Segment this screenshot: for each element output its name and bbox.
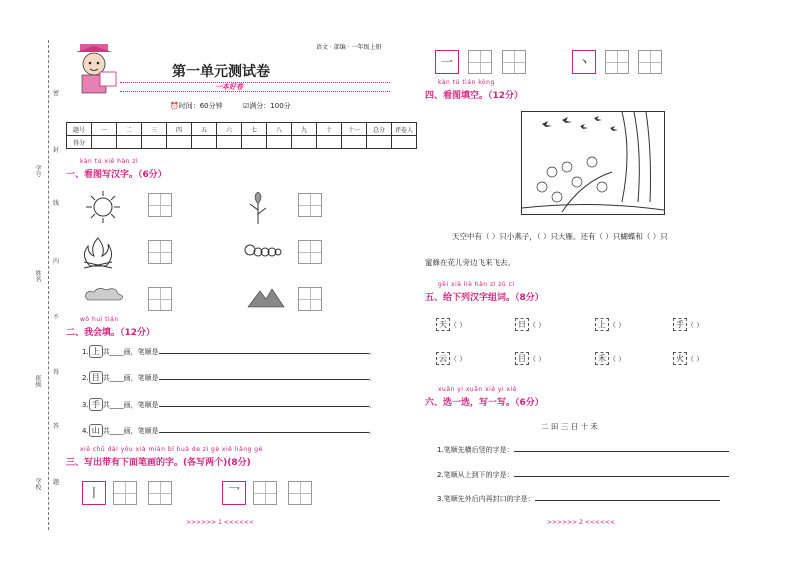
seal-char: 线 [53, 200, 60, 207]
section5-title: 五、给下列汉字组词。（8分） [425, 293, 544, 303]
writing-box[interactable] [253, 481, 277, 505]
fill-item: 3. 手 共____画，笔顺是 。 [82, 400, 376, 409]
char-box: 火 [673, 352, 687, 365]
scene-sentence-1: 天空中有（ ）只小燕子，（ ）只大雁。还有（ ）只蝴蝶和（ ）只 [452, 232, 668, 241]
cloud-image [82, 286, 126, 308]
table-cell: 十 [317, 123, 342, 136]
writing-box[interactable] [605, 50, 629, 74]
question-line: 3.笔顺先外后内再封口的字是： [437, 494, 720, 504]
writing-box[interactable] [148, 481, 172, 505]
title-band [120, 82, 390, 92]
fill-item: 4. 山 共____画，笔顺是 。 [82, 426, 376, 435]
writing-box[interactable] [148, 287, 172, 311]
char-box: 日 [515, 318, 529, 331]
time-label: ⏰时间：60分钟 [170, 102, 223, 110]
page-number-left: >>>>>> 1 <<<<<< [186, 519, 254, 526]
writing-box[interactable] [288, 481, 312, 505]
table-cell: 五 [192, 123, 217, 136]
table-cell: 一 [92, 123, 117, 136]
table-cell: 得分 [67, 136, 92, 149]
answer-line[interactable] [514, 476, 729, 477]
score-cell[interactable] [92, 136, 117, 149]
section6-title: 六、选一选，写一写。（6分） [425, 398, 544, 408]
table-cell: 十一 [342, 123, 367, 136]
section1-title: 一、看图写汉字。（6分） [66, 170, 167, 180]
section3-pinyin: xiě chū dài yǒu xià miàn bǐ huà de zì gè xiě liǎng gè [80, 446, 263, 453]
school-label: 学校 [34, 478, 41, 490]
stroke-box: 丶 [572, 50, 596, 74]
writing-box[interactable] [148, 193, 172, 217]
char-box: 目 [89, 371, 103, 384]
score-value-row [67, 136, 417, 149]
score-cell[interactable] [342, 136, 367, 149]
writing-box[interactable] [298, 287, 322, 311]
writing-box[interactable] [148, 240, 172, 264]
sun-image [83, 190, 123, 228]
seal-char: 密 [53, 90, 60, 97]
page-number-right: >>>>>> 2 <<<<<< [547, 519, 615, 526]
stroke-box: 一 [435, 50, 459, 74]
table-cell: 三 [142, 123, 167, 136]
section4-pinyin: kàn tú tián kòng [438, 79, 495, 86]
fire-image [80, 234, 116, 274]
word-item: 上 （ ） [595, 318, 625, 331]
character-options: 二 田 三 日 十 禾 [541, 422, 598, 431]
answer-line[interactable] [159, 406, 369, 407]
answer-line[interactable] [159, 432, 369, 433]
seal-char: 答 [53, 423, 60, 430]
mountain-image [246, 285, 286, 313]
score-cell[interactable] [292, 136, 317, 149]
char-box: 天 [436, 318, 450, 331]
word-item: 手 （ ） [673, 318, 703, 331]
table-cell: 七 [242, 123, 267, 136]
seal-char: 题 [53, 479, 60, 486]
char-box: 山 [89, 424, 103, 437]
section3-title: 三、写出带有下面笔画的字。(各写两个)(8分) [66, 458, 251, 468]
writing-box[interactable] [638, 50, 662, 74]
mascot-illustration [72, 42, 122, 97]
section5-pinyin: gěi xià liè hàn zì zǔ cí [438, 281, 515, 288]
seal-char: 得 [53, 369, 60, 376]
score-cell[interactable] [242, 136, 267, 149]
section2-title: 二、我会填。（12分） [66, 328, 156, 338]
binding-line [48, 40, 49, 530]
insect-image [242, 240, 282, 266]
writing-box[interactable] [502, 50, 526, 74]
word-item: 火 （ ） [673, 352, 703, 365]
score-cell[interactable] [367, 136, 392, 149]
score-cell[interactable] [167, 136, 192, 149]
name-label: 姓名 [34, 270, 41, 282]
page-title: 第一单元测试卷 [172, 64, 270, 80]
clock-icon: ⏰ [170, 102, 179, 110]
answer-line[interactable] [535, 500, 720, 501]
table-cell: 四 [167, 123, 192, 136]
section1-pinyin: kàn tú xiě hàn zì [80, 158, 139, 165]
seal-char: 封 [53, 147, 60, 154]
score-cell[interactable] [192, 136, 217, 149]
garden-scene-image [521, 111, 665, 215]
writing-box[interactable] [468, 50, 492, 74]
class-label: 班级 [34, 375, 41, 387]
score-cell[interactable] [317, 136, 342, 149]
fill-item: 2. 目 共____画，笔顺是 。 [82, 373, 376, 382]
seal-char: 内 [53, 258, 60, 265]
word-item: 日 （ ） [515, 318, 545, 331]
char-box: 手 [673, 318, 687, 331]
writing-box[interactable] [113, 481, 137, 505]
score-cell[interactable] [117, 136, 142, 149]
score-cell[interactable] [142, 136, 167, 149]
score-cell[interactable] [392, 136, 417, 149]
word-item: 目 （ ） [515, 352, 545, 365]
table-cell: 总分 [367, 123, 392, 136]
seal-char: 不 [53, 314, 60, 321]
subject-label: 语文 · 部编 · 一年级上册 [316, 44, 382, 51]
scene-sentence-2: 蜜蜂在花儿旁边飞来飞去。 [425, 258, 515, 267]
score-label: ☑满分：100分 [243, 102, 291, 110]
brand-label: 一本好卷 [215, 83, 243, 91]
question-line: 2.笔顺从上到下的字是： [437, 470, 729, 480]
writing-box[interactable] [298, 193, 322, 217]
score-table [66, 122, 417, 149]
char-box: 上 [89, 345, 103, 358]
stroke-box: 乛 [222, 481, 246, 505]
wheat-image [244, 186, 272, 230]
answer-line[interactable] [159, 379, 369, 380]
score-cell[interactable] [267, 136, 292, 149]
word-item: 天 （ ） [436, 318, 466, 331]
char-box: 手 [89, 398, 103, 411]
answer-line[interactable] [159, 353, 369, 354]
section6-pinyin: xuǎn yi xuǎn xiě yi xiě [438, 386, 517, 393]
student-id-label: 学号 [34, 165, 41, 177]
section4-title: 四、看图填空。（12分） [425, 91, 524, 101]
word-item: 云 （ ） [436, 352, 466, 365]
section2-pinyin: wǒ huì tián [80, 316, 119, 323]
score-cell[interactable] [217, 136, 242, 149]
table-cell: 题号 [67, 123, 92, 136]
char-box: 目 [515, 352, 529, 365]
char-box: 禾 [595, 352, 609, 365]
table-cell: 评卷人 [392, 123, 417, 136]
table-cell: 二 [117, 123, 142, 136]
table-cell: 八 [267, 123, 292, 136]
fill-item: 1. 上 共____画，笔顺是 。 [82, 347, 376, 356]
table-cell: 九 [292, 123, 317, 136]
char-box: 上 [595, 318, 609, 331]
check-icon: ☑ [243, 102, 250, 110]
char-box: 云 [436, 352, 450, 365]
writing-box[interactable] [298, 240, 322, 264]
stroke-box: 丨 [82, 481, 106, 505]
answer-line[interactable] [514, 451, 729, 452]
table-cell: 六 [217, 123, 242, 136]
word-item: 禾 （ ） [595, 352, 625, 365]
question-line: 1.笔顺先横后竖的字是： [437, 445, 729, 455]
score-header-row [67, 123, 417, 136]
